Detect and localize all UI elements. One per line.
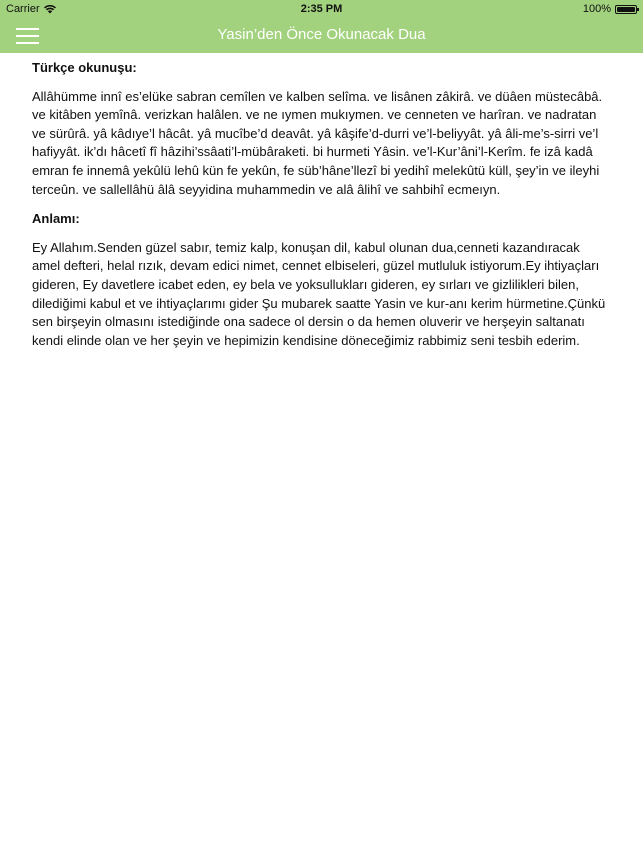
battery-percent: 100%	[582, 3, 611, 15]
nav-bar	[0, 18, 643, 53]
content-area	[0, 53, 643, 361]
reading-heading: Türkçe okunuşu:	[32, 60, 137, 75]
page-title: Yasin’den Önce Okunacak Dua	[217, 26, 426, 43]
battery-tip	[637, 8, 639, 11]
status-bar	[0, 0, 643, 18]
meaning-heading: Anlamı:	[32, 211, 80, 227]
status-time: 2:35 PM	[300, 3, 343, 15]
status-battery	[583, 3, 637, 15]
battery-icon	[615, 5, 637, 14]
reading-text: Allâhümme innî es’elüke sabran cemîlen ve kalben selîma. ve lisânen zâkirâ. ve düâen müstecâbâ. ve kitâben yemînâ. verizkan halâlen. ve ne ıymen mukıymen. ve cenneten ve harîran. ve nadratan ve sürûrâ. yâ kâdıye’l hâcât. yâ mucîbe’d deavât. yâ kâşife’d-durri ve’l-beliyyât. yâ âli-me’s-sirri ve’l hafiyyât. ik’dı hâcetî fî hâzihi’ssâati’l-mübâraketi. bi hurmeti Yâsin. ve’l-Kur’âni’l-Kerîm. fe izâ kadâ emran fe innemâ yekûlü lehû kün fe yekûn, fe süb’hâne’llezî bi yedihî melekûtü küll, şey’in ve ileyhi terceûn. ve sallellâhü âlâ seyyidina muhammedin ve alâ âlihî ve sahbihî ecmeıyn.	[32, 88, 603, 197]
battery-fill	[617, 7, 635, 12]
meaning-text: Ey Allahım.Senden güzel sabır, temiz kalp, konuşan dil, kabul olunan dua,cenneti kazandıracak amel defteri, helal rızık, devam edici nimet, cennet elbiseleri, güzel mutluluk istiyorum.Ey ihtiyaçları gideren, Ey davetlere icabet eden, ey bela ve yoksullukları gideren, ey sırları ve gizlilikleri bilen, dilediğimi kabul et ve ihtiyaçlarımı gider Şu mubarek saatte Yasin ve kur-anı kerim hürmetine.Çünkü sen birşeyin olmasını istediğinde ona sadece ol dersin o da hemen oluverir ve herşeyin saltanatı kendi elinde olan ve her şeyin ve hepimizin kendisine döneceğimiz rabbimiz seni tesbih ederim.	[32, 239, 606, 348]
carrier-label: Carrier	[6, 3, 40, 15]
